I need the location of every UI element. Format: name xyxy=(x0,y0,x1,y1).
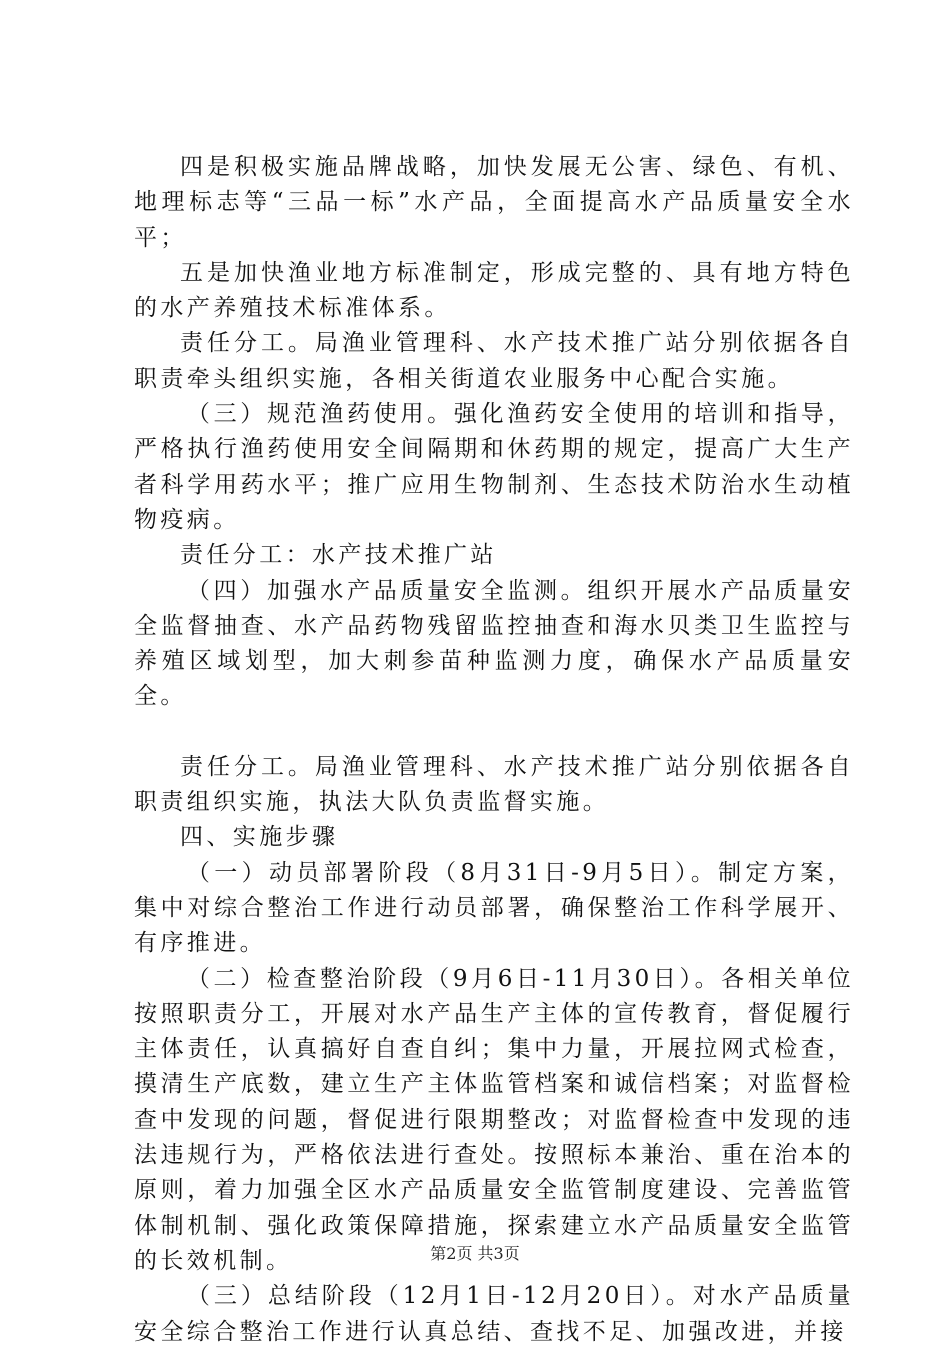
paragraph-fishery-drugs: （三）规范渔药使用。强化渔药安全使用的培训和指导，严格执行渔药使用安全间隔期和休药期的规定，提高广大生产者科学用药水平；推广应用生物制剂、生态技术防治水生动植物疫病。 xyxy=(134,401,854,533)
paragraph-mobilization-stage: （一）动员部署阶段（8月31日-9月5日）。制定方案，集中对综合整治工作进行动员部署，确保整治工作科学展开、有序推进。 xyxy=(134,859,854,957)
document-body xyxy=(134,150,854,1350)
paragraph-responsibility-1: 责任分工。局渔业管理科、水产技术推广站分别依据各自职责牵头组织实施，各相关街道农业服务中心配合实施。 xyxy=(134,330,854,392)
paragraph-responsibility-3: 责任分工。局渔业管理科、水产技术推广站分别依据各自职责组织实施，执法大队负责监督实施。 xyxy=(134,753,854,816)
page-number-footer: 第2页 共3页 xyxy=(430,1244,520,1263)
paragraph-local-standards: 五是加快渔业地方标准制定，形成完整的、具有地方特色的水产养殖技术标准体系。 xyxy=(134,259,854,322)
paragraph-inspection-stage: （二）检查整治阶段（9月6日-11月30日）。各相关单位按照职责分工，开展对水产品生产主体的宣传教育，督促履行主体责任，认真搞好自查自纠；集中力量，开展拉网式检查，摸清生产底数，建立生产主体监管档案和诚信档案；对监督检查中发现的问题，督促进行限期整改；对监督检查中发现的违法违规行为，严格依法进行查处。按照标本兼治、重在治本的原则，着力加强全区水产品质量安全监管制度建设、完善监管体制机制、强化政策保障措施，探索建立水产品质量安全监管的长效机制。 xyxy=(134,965,854,1274)
paragraph-responsibility-2: 责任分工：水产技术推广站 xyxy=(180,542,497,569)
section-heading-implementation-steps: 四、实施步骤 xyxy=(180,824,339,851)
paragraph-quality-monitoring: （四）加强水产品质量安全监测。组织开展水产品质量安全监督抽查、水产品药物残留监控抽查和海水贝类卫生监控与养殖区域划型，加大刺参苗种监测力度，确保水产品质量安全。 xyxy=(134,577,854,710)
paragraph-spacer xyxy=(134,715,854,750)
paragraph-summary-stage: （三）总结阶段（12月1日-12月20日）。对水产品质量安全综合整治工作进行认真总结、查找不足、加强改进，并接 xyxy=(134,1283,854,1345)
paragraph-brand-strategy: 四是积极实施品牌战略，加快发展无公害、绿色、有机、地理标志等“三品一标”水产品，全面提高水产品质量安全水平； xyxy=(134,154,854,251)
